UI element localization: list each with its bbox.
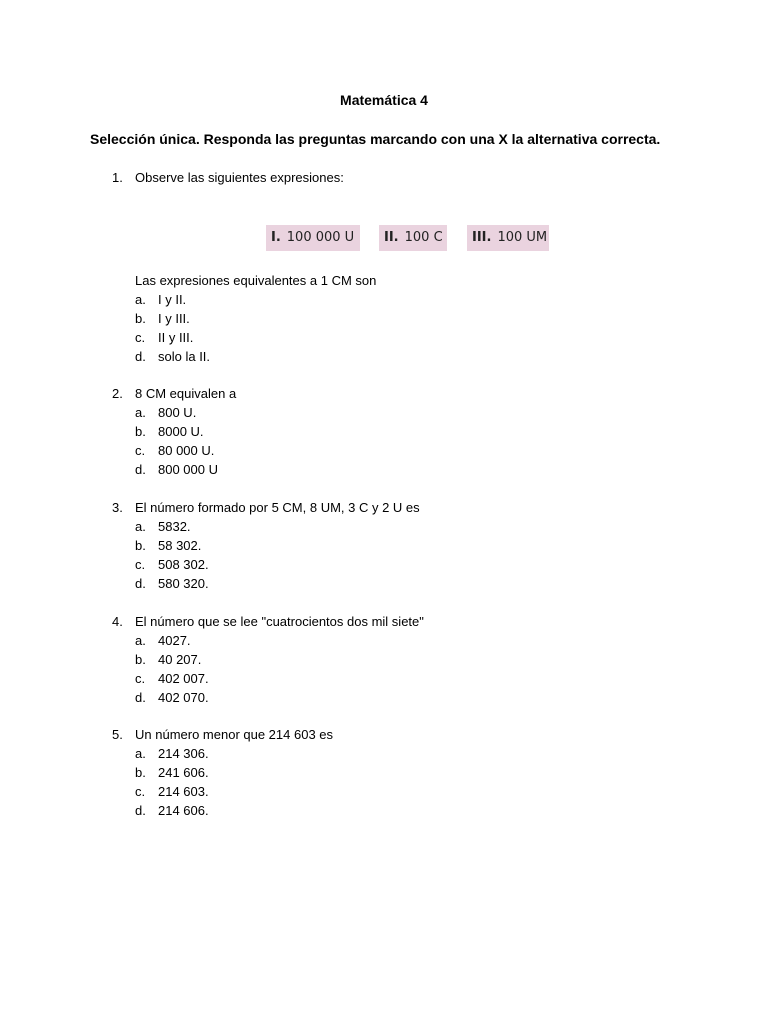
expression-roman: III.	[472, 230, 492, 245]
question-text: Un número menor que 214 603 es	[135, 727, 334, 742]
option	[112, 688, 672, 707]
question-text: 8 CM equivalen a	[135, 386, 237, 401]
question-2	[112, 384, 672, 479]
option-letter: b.	[135, 652, 146, 667]
option	[112, 536, 672, 555]
option-letter: d.	[135, 349, 146, 364]
expression-2	[379, 225, 447, 251]
option-letter: d.	[135, 462, 146, 477]
option	[112, 403, 672, 422]
option-text: 58 302.	[158, 538, 202, 553]
option-text: II y III.	[158, 330, 194, 345]
expression-3	[467, 225, 549, 251]
option-text: 402 007.	[158, 671, 209, 686]
option-text: 402 070.	[158, 690, 209, 705]
option-text: solo la II.	[158, 349, 211, 364]
question-1	[112, 168, 672, 187]
question-1-options	[112, 290, 210, 366]
instructions: Selección única. Responda las preguntas marcando con una X la alternativa correcta.	[90, 131, 661, 147]
option	[112, 441, 672, 460]
option	[112, 347, 210, 366]
question-number: 2.	[112, 386, 123, 401]
option	[112, 460, 672, 479]
option	[112, 309, 210, 328]
option	[112, 650, 672, 669]
option-text: 580 320.	[158, 576, 209, 591]
option-letter: c.	[135, 443, 146, 458]
option	[112, 669, 672, 688]
option-text: 241 606.	[158, 765, 209, 780]
option-text: I y III.	[158, 311, 190, 326]
option	[112, 782, 672, 801]
option-letter: d.	[135, 690, 146, 705]
option	[112, 517, 672, 536]
question-number: 3.	[112, 500, 123, 515]
expression-text: 100 UM	[497, 230, 548, 245]
question-3	[112, 498, 672, 593]
question-1-prompt	[112, 168, 672, 187]
option-text: 8000 U.	[158, 424, 204, 439]
option-text: 214 603.	[158, 784, 209, 799]
option	[112, 744, 672, 763]
option-text: 214 306.	[158, 746, 209, 761]
question-number: 5.	[112, 727, 123, 742]
question-text: El número que se lee "cuatrocientos dos mil siete"	[135, 614, 424, 629]
option	[112, 290, 210, 309]
option-letter: a.	[135, 633, 146, 648]
question-5	[112, 725, 672, 820]
option-letter: c.	[135, 784, 146, 799]
option-text: 5832.	[158, 519, 191, 534]
question-5-prompt	[112, 725, 672, 744]
expression-roman: I.	[271, 230, 281, 245]
option	[112, 422, 672, 441]
expression-1	[266, 225, 360, 251]
question-2-prompt	[112, 384, 672, 403]
question-text: Observe las siguientes expresiones:	[135, 170, 344, 185]
question-number: 4.	[112, 614, 123, 629]
option-text: 214 606.	[158, 803, 209, 818]
option-text: I y II.	[158, 292, 187, 307]
option-letter: a.	[135, 292, 146, 307]
option-letter: c.	[135, 557, 146, 572]
option	[112, 763, 672, 782]
option	[112, 328, 210, 347]
expression-text: 100 C	[404, 230, 443, 245]
option	[112, 631, 672, 650]
option-letter: d.	[135, 803, 146, 818]
page-title: Matemática 4	[340, 92, 428, 108]
expression-roman: II.	[384, 230, 399, 245]
option-text: 508 302.	[158, 557, 209, 572]
option-letter: d.	[135, 576, 146, 591]
option	[112, 574, 672, 593]
question-3-prompt	[112, 498, 672, 517]
question-text: El número formado por 5 CM, 8 UM, 3 C y 2 U es	[135, 500, 420, 515]
option-letter: b.	[135, 424, 146, 439]
question-4-prompt	[112, 612, 672, 631]
option-letter: b.	[135, 538, 146, 553]
option-text: 4027.	[158, 633, 191, 648]
option-letter: b.	[135, 765, 146, 780]
option-letter: c.	[135, 330, 146, 345]
option-letter: b.	[135, 311, 146, 326]
question-4	[112, 612, 672, 707]
option-letter: a.	[135, 746, 146, 761]
option-letter: a.	[135, 519, 146, 534]
option	[112, 555, 672, 574]
option-letter: a.	[135, 405, 146, 420]
question-number: 1.	[112, 170, 123, 185]
option	[112, 801, 672, 820]
option-text: 40 207.	[158, 652, 202, 667]
expression-text: 100 000 U	[286, 230, 355, 245]
question-1-stem: Las expresiones equivalentes a 1 CM son	[135, 273, 377, 288]
option-text: 800 U.	[158, 405, 197, 420]
option-text: 80 000 U.	[158, 443, 215, 458]
option-text: 800 000 U	[158, 462, 218, 477]
option-letter: c.	[135, 671, 146, 686]
